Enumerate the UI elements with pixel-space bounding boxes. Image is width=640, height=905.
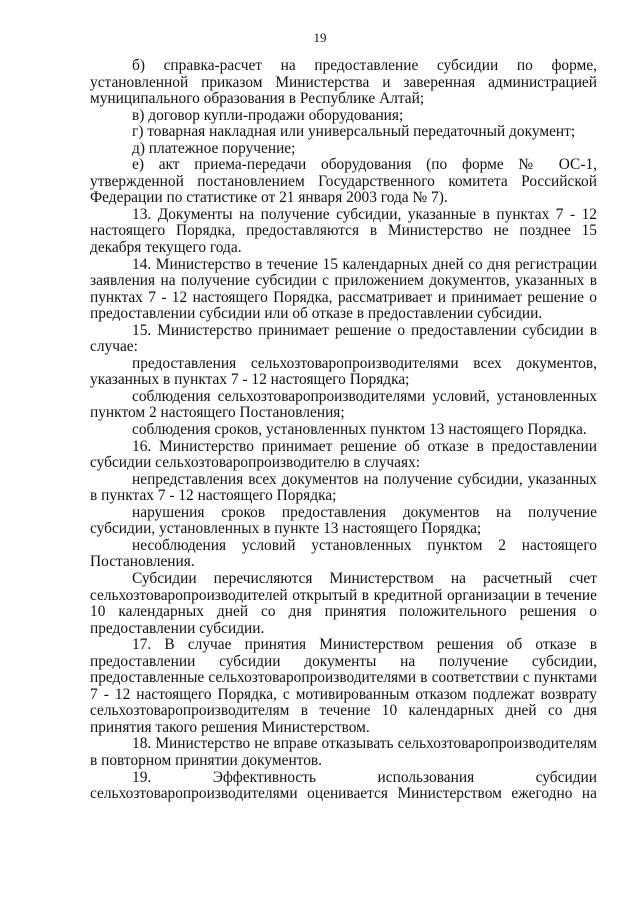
paragraph-15-case-2: соблюдения сельхозтоваропроизводителями условий, установленных пунктом 2 настоящего Постановления; bbox=[90, 387, 597, 422]
document-body bbox=[90, 58, 597, 803]
paragraph-15-case-1: предоставления сельхозтоваропроизводителями всех документов, указанных в пунктах 7 - 12 настоящего Порядка; bbox=[90, 354, 597, 389]
paragraph-item-b: б) справка-расчет на предоставление субсидии по форме, установленной приказом Министерства и заверенная администрацией муниципального образования в Республике Алтай; bbox=[90, 57, 597, 108]
paragraph-subsidy-transfer: Субсидии перечисляются Министерством на расчетный счет сельхозтоваропроизводителей открытый в кредитной организации в течение 10 календарных дней со дня принятия положительного решения о предоставлении субсидии. bbox=[90, 569, 597, 637]
paragraph-17: 17. В случае принятия Министерством решения об отказе в предоставлении субсидии документы на получение субсидии, предоставленные сельхозтоваропроизводителями в соответствии с пунктами 7 - 12 настоящего Порядка, с мотивированным отказом подлежат возврату сельхозтоваропроизводителям в течение 10 календарных дней со дня принятия такого решения Министерством. bbox=[90, 636, 597, 736]
paragraph-16: 16. Министерство принимает решение об отказе в предоставлении субсидии сельхозтоваропроизводителю в случаях: bbox=[90, 437, 597, 472]
paragraph-18: 18. Министерство не вправе отказывать сельхозтоваропроизводителям в повторном принятии документов. bbox=[90, 735, 597, 769]
paragraph-item-g: г) товарная накладная или универсальный передаточный документ; bbox=[132, 123, 576, 141]
paragraph-16-case-3: несоблюдения условий установленных пунктом 2 настоящего Постановления. bbox=[90, 536, 597, 571]
paragraph-15-case-3: соблюдения сроков, установленных пунктом 13 настоящего Порядка. bbox=[132, 421, 587, 439]
paragraph-15: 15. Министерство принимает решение о предоставлении субсидии в случае: bbox=[90, 321, 597, 356]
paragraph-item-d: д) платежное поручение; bbox=[132, 139, 296, 157]
paragraph-19: 19. Эффективность использования субсидии сельхозтоваропроизводителями оценивается Министерством ежегодно на bbox=[90, 768, 597, 803]
paragraph-16-case-2: нарушения сроков предоставления документов на получение субсидии, установленных в пункте 13 настоящего Порядка; bbox=[90, 503, 597, 538]
paragraph-item-e: е) акт приема-передачи оборудования (по форме № ОС-1, утвержденной постановлением Государственного комитета Российской Федерации по статистике от 21 января 2003 года № 7). bbox=[90, 156, 597, 207]
paragraph-16-case-1: непредставления всех документов на получение субсидии, указанных в пунктах 7 - 12 настоящего Порядка; bbox=[90, 470, 597, 505]
page-number: 19 bbox=[313, 30, 327, 45]
paragraph-14: 14. Министерство в течение 15 календарных дней со дня регистрации заявления на получение субсидии с приложением документов, указанных в пунктах 7 - 12 настоящего Порядка, рассматривает и принимает решение о предоставлении субсидии или об отказе в предоставлении субсидии. bbox=[90, 255, 597, 323]
paragraph-item-v: в) договор купли-продажи оборудования; bbox=[132, 106, 404, 124]
paragraph-13: 13. Документы на получение субсидии, указанные в пунктах 7 - 12 настоящего Порядка, предоставляются в Министерство не позднее 15 декабря текущего года. bbox=[90, 205, 597, 257]
